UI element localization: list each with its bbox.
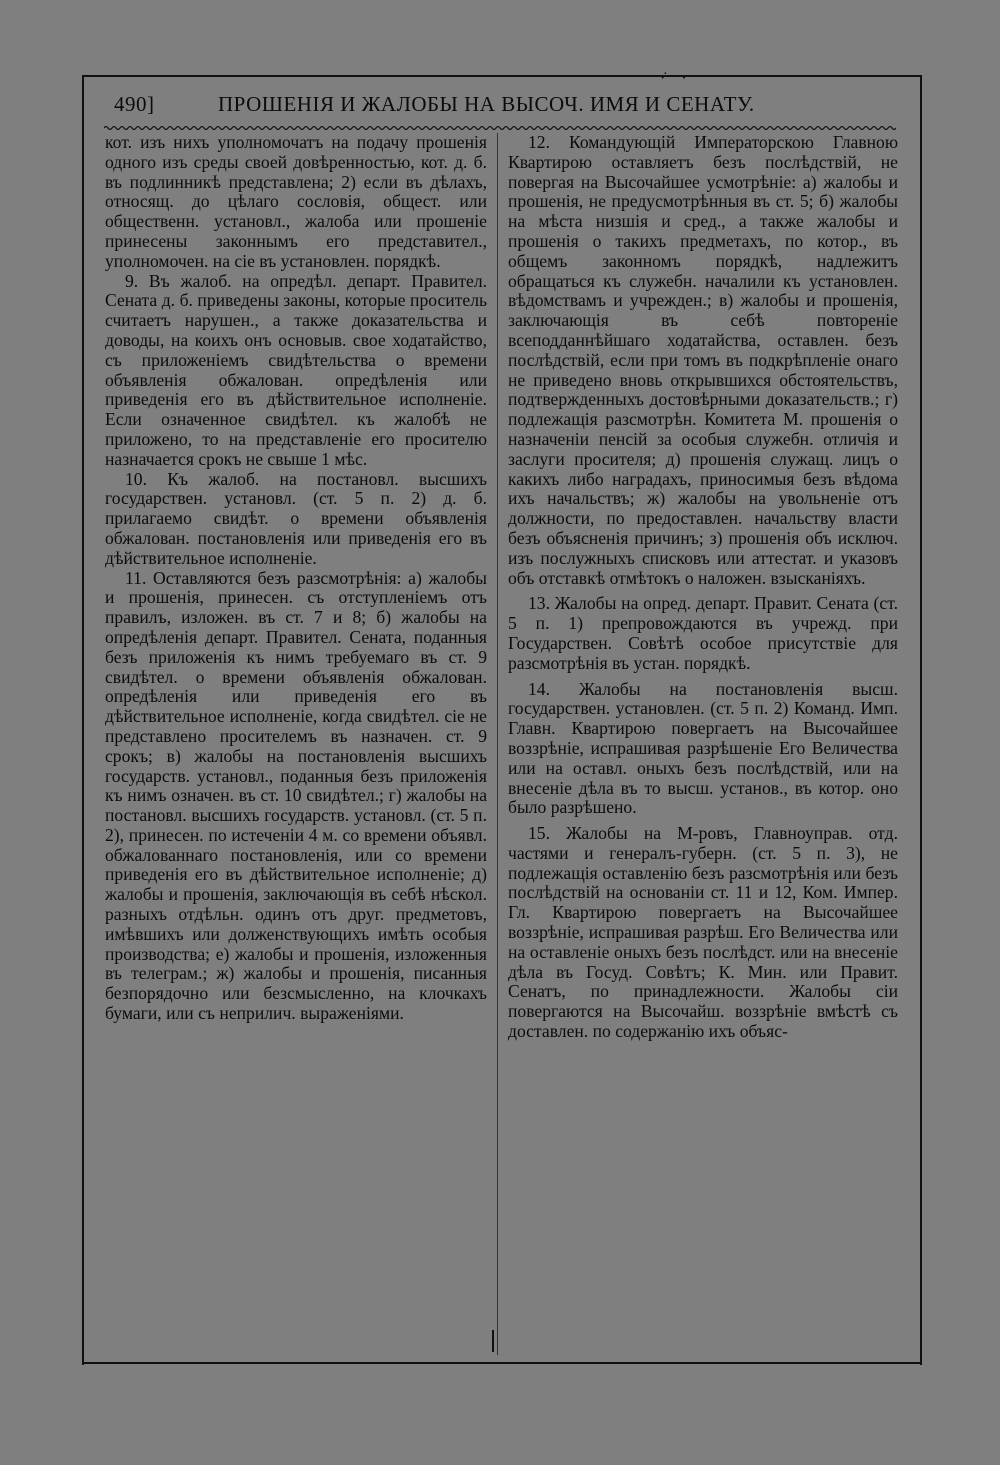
bottom-rule (82, 1362, 922, 1364)
paragraph-11: 11. Оставляются безъ разсмотрѣнія: а) жалобы и прошенія, принесен. съ отступленіемъ отъ правилъ, изложен. въ ст. 7 и 8; б) жалобы на опредѣленія департ. Правител. Сената, поданныя безъ приложенія къ нимъ требуемаго въ ст. 9 свидѣтел. о времени объявленія обжалован. опредѣленія или приведенія его въ дѣйствительное исполненіе, когда свидѣтел. сіе не представлено просителемъ въ назначен. ст. 9 срокъ; в) жалобы на постановленія высшихъ государств. установл., поданныя безъ приложенія къ нимъ означен. въ ст. 10 свидѣтел.; г) жалобы на постановл. высшихъ государств. установл. (ст. 5 п. 2), принесен. по истеченіи 4 м. со времени объявл. обжалованнаго постановленія, или со времени приведенія его въ дѣйствительное исполненіе; д) жалобы и прошенія, заключающія въ себѣ нѣскол. разныхъ отдѣльн. одинъ отъ друг. предметовъ, имѣвшихъ или долженствующихъ имѣть особыя производства; е) жалобы и прошенія, изложенныя въ телеграм.; ж) жалобы и прошенія, писанныя безпорядочно или безсмысленно, на клочкахъ бумаги, или съ неприлич. выраженіями. (105, 567, 487, 1024)
page-number: 490] (114, 92, 155, 116)
paragraph-9: 9. Въ жалоб. на опредѣл. департ. Правител. Сената д. б. приведены законы, которые проситель считаетъ нарушен., а также доказательства и доводы, на коихъ онъ основыв. свое ходатайство, съ приложеніемъ свидѣтельства о времени объявленія обжалован. опредѣленія или приведенія его въ дѣйствительное исполненіе. Если означенное свидѣтел. къ жалобѣ не приложено, то на представленіе его просителю назначается срокъ не свыше 1 мѣс. (105, 270, 487, 469)
paragraph-14: 14. Жалобы на постановленія высш. государствен. установлен. (ст. 5 п. 2) Команд. Имп. Главн. Квартирою повергаетъ на Высочайшее воззрѣніе, испрашивая разрѣшеніе Его Величества или на оставл. оныхъ безъ послѣдствій, или на внесеніе дѣла въ то высш. установ., въ котор. оно было разрѣшено. (508, 678, 898, 818)
left-column (105, 133, 487, 1024)
paragraph-15: 15. Жалобы на М-ровъ, Главноуправ. отд. частями и генералъ-губерн. (ст. 5 п. 3), не подлежащія оставленію безъ разсмотрѣнія или безъ послѣдствій на основаніи ст. 11 и 12, Ком. Импер. Гл. Квартирою повергаетъ на Высочайшее воззрѣніе, испрашивая разрѣш. Его Величества или на оставленіе оныхъ безъ послѣдст. или на внесеніе дѣла въ Госуд. Совѣтъ; К. Мин. или Правит. Сенатъ, по принадлежности. Жалобы сіи повергаются на Высочайш. воззрѣніе вмѣстѣ съ доставлен. по содержанію ихъ объяс- (508, 823, 898, 1042)
paragraph-13: 13. Жалобы на опред. департ. Правит. Сената (ст. 5 п. 1) препровождаются въ учрежд. при Государствен. Совѣтѣ особое присутствіе для разсмотрѣнія въ устан. порядкѣ. (508, 593, 898, 673)
page-header (100, 88, 900, 122)
column-divider-mark (492, 1330, 494, 1352)
print-specks: ·̇ · (660, 70, 693, 87)
paragraph-12: 12. Командующій Императорскою Главною Квартирою оставляетъ безъ послѣдствій, не повергая на Высочайшее усмотрѣніе: а) жалобы и прошенія, не предусмотрѣнныя въ ст. 5; б) жалобы на мѣста низшія и сред., а также жалобы и прошенія о такихъ предметахъ, по котор., въ общемъ законномъ порядкѣ, надлежитъ обращаться къ служебн. началили къ установлен. вѣдомствамъ и учрежден.; в) жалобы и прошенія, заключающія въ себѣ повтореніе всеподданнѣйшаго ходатайства, оставлен. безъ послѣдствій, если при томъ въ подкрѣпленіе онаго не приведено вновь открывшихся обстоятельствъ, подтвержденныхъ достовѣрными доказательств.; г) подлежащія разсмотрѣн. Комитета М. прошенія о назначеніи пенсій за особыя служебн. отличія и заслуги просителя; д) прошенія служащ. лицъ о какихъ либо наградахъ, приносимыя безъ вѣдома ихъ начальствъ; ж) жалобы на увольненіе отъ должности, по предоставлен. начальству власти безъ объясненія причинъ; з) прошенія объ исключ. изъ послужныхъ списковъ или аттестат. и указовъ объ отставкѣ отмѣтокъ о наложен. взысканіяхъ. (508, 132, 898, 588)
right-column (508, 133, 898, 1042)
paragraph-continuation: кот. изъ нихъ уполномочатъ на подачу прошенія одного изъ среды своей довѣренностью, кот. д. б. въ подлинникѣ представлена; 2) если въ дѣлахъ, относящ. до цѣлаго сословія, общест. или общественн. установл., жалоба или прошеніе принесены законнымъ его представител., уполномочен. на сіе въ установлен. порядкѣ. (105, 132, 487, 271)
column-divider (497, 133, 498, 1355)
header-wavy-rule (104, 124, 896, 132)
paragraph-10: 10. Къ жалоб. на постановл. высшихъ государствен. установл. (ст. 5 п. 2) д. б. прилагаемо свидѣт. о времени объявленія обжалован. постановленія или приведенія его въ дѣйствительное исполненіе. (105, 468, 487, 568)
running-title: ПРОШЕНІЯ И ЖАЛОБЫ НА ВЫСОЧ. ИМЯ И СЕНАТУ. (218, 92, 755, 116)
